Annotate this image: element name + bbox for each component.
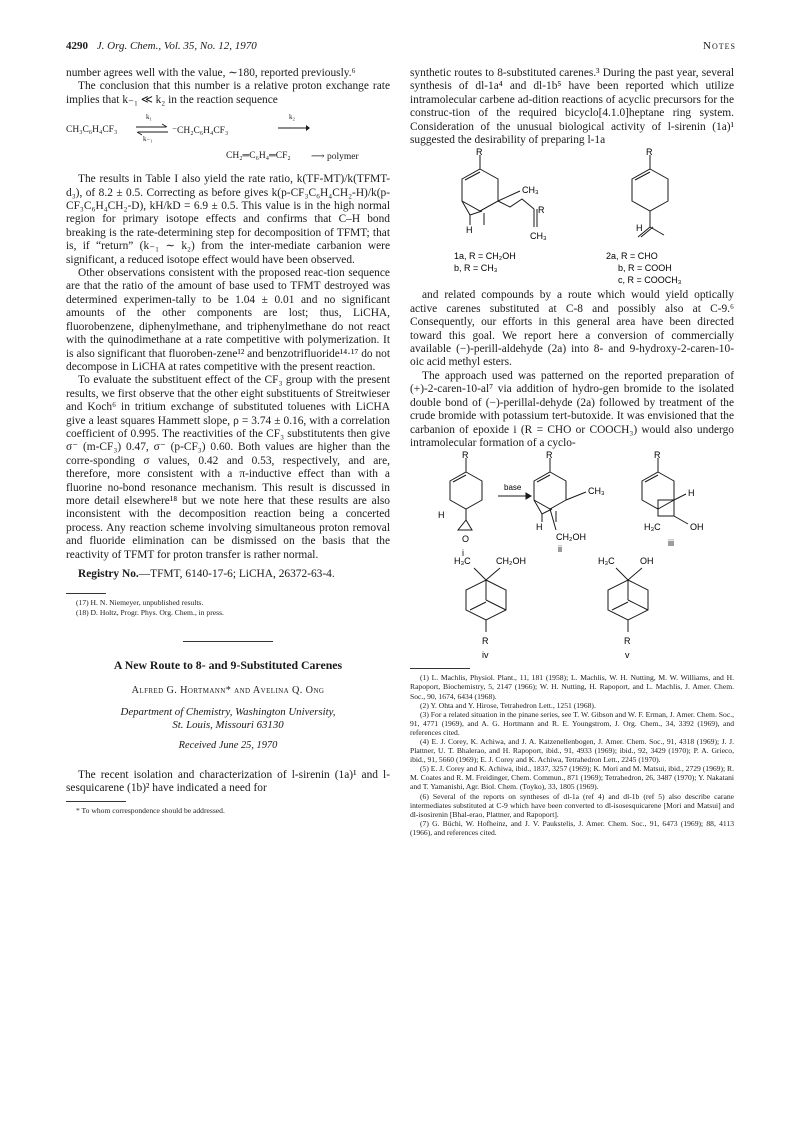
- footnote: (4) E. J. Corey, K. Achiwa, and J. A. Katzenellenbogen, J. Amer. Chem. Soc., 91, 4318 (1969); J. J. Plattner, U. T. Bhalerao, and H. Rapoport, ibid., 91, 4933 (1969); ibid., 92, 3429 (1970); P. A. Grieco, ibid., 91, 5660 (1969); E. J. Corey and K. Achiwa, Tetrahedron Lett., 2245 (1970).: [410, 736, 734, 765]
- footnote: (17) H. N. Niemeyer, unpublished results.: [76, 598, 204, 608]
- substituent-label: R: [538, 205, 545, 216]
- reagent-label: base: [504, 483, 522, 493]
- structures-1-2: [410, 147, 734, 286]
- affiliation-line: St. Louis, Missouri 63130: [172, 718, 284, 731]
- structures-i-v: [410, 450, 734, 662]
- footnote: (7) G. Büchi, W. Hofheinz, and J. V. Paukstelis, J. Amer. Chem. Soc., 91, 6473 (1969); 88, 4113 (1966), and references cited.: [410, 818, 734, 837]
- compound-label: b, R = COOH: [618, 263, 672, 274]
- substituent-label: R: [482, 636, 489, 647]
- paragraph: Other observations consistent with the proposed reac-tion sequence are that the ratio of the amount of base used to TFMT destroyed was determined experimen-tally to be 1.04 ± 0.01 and no significant amounts of the other components are lost; thus, LiCHA, fluorobenzene, diphenylmethane, and triphenylmethane do not react with the quinodimethane at a rate competitive with polymerization. It is also significant that fluoroben-zene¹² and benzotrifluoride¹⁴·¹⁷ do not decompose in LiCHA at rates competitive with the present reaction.: [66, 267, 390, 373]
- paragraph: The results in Table I also yield the rate ratio, k(TF-MT)/k(TFMT-d₃), of 8.2 ± 0.5. Correcting as before gives k(p-CF₃C₆H₄CH₂-H)/k(p-CF₃C₆H₄CH₂-D), kH/kD = 6.9 ± 0.5. This value is in the high normal region for primary isotope effects and confirms that C–H bond breaking is the rate-determining step for decomposition of TFMT; that is, if “return” (k₋₁ ∼ k₂) from the inter-mediate carbanion were significant, a reduced isotope effect would have been observed.: [66, 173, 390, 266]
- received-date: Received June 25, 1970: [178, 739, 278, 751]
- footnote: (1) L. Machlis, Physiol. Plant., 11, 181 (1958); L. Machlis, W. H. Nutting, M. W. Williams, and H. Rapoport, Biochemistry, 5, 2147 (1966); W. H. Nutting, H. Rapoport, and L. Machlis, J. Amer. Chem. Soc., 90, 1674, 6434 (1968).: [410, 673, 734, 701]
- hydrogen-label: H: [536, 522, 543, 533]
- substituent-label: CH₃: [522, 185, 539, 196]
- footnote-rule: [66, 801, 126, 802]
- substituent-label: OH: [640, 556, 654, 567]
- footnote: (18) D. Holtz, Progr. Phys. Org. Chem., in press.: [76, 607, 224, 617]
- reaction-scheme: [66, 113, 390, 169]
- substituent-label: CH₂OH: [496, 556, 526, 567]
- footnotes-left: [66, 598, 390, 616]
- footnote: (2) Y. Ohta and Y. Hirose, Tetrahedron Lett., 1251 (1968).: [420, 700, 596, 710]
- registry-label: Registry No.: [78, 568, 139, 580]
- compound-label: c, R = COOCH₃: [618, 275, 682, 286]
- paragraph: The approach used was patterned on the reported preparation of (+)-2-caren-10-al⁷ via addition of hydro-gen bromide to the isolated double bond of (−)-perillal-dehyde (2a) followed by treatment of the crude bromide with potassium tert-butoxide. It was envisioned that the carbanion of epoxide i (R = CHO or COOCH₃) would also undergo intramolecular formation of a cyclo-: [410, 369, 734, 449]
- compound-label: b, R = CH₃: [454, 263, 498, 274]
- registry-text: —TFMT, 6140-17-6; LiCHA, 26372-63-4.: [138, 568, 335, 580]
- substituent-label: R: [546, 450, 553, 461]
- compound-label: iii: [668, 538, 674, 549]
- compound-label: v: [625, 650, 630, 661]
- paragraph: number agrees well with the value, ∼180, reported previously.⁶: [66, 67, 356, 79]
- substituent-label: H₃C: [598, 556, 615, 567]
- reactant: CH₃C₆H₄CF₃: [66, 125, 118, 136]
- structure-diagram: [410, 147, 734, 286]
- rate-constant: k₋₁: [143, 135, 153, 144]
- compound-label: 1a, R = CH₂OH: [454, 251, 516, 262]
- page-number: 4290: [66, 40, 88, 52]
- substituent-label: CH₂OH: [556, 532, 586, 543]
- compound-label: 2a, R = CHO: [606, 251, 658, 262]
- equilibrium-arrow: [134, 123, 170, 137]
- rate-constant: k₂: [289, 113, 295, 122]
- footnote: (6) Several of the reports on syntheses of dl-1a (ref 4) and dl-1b (ref 5) also describe carane intermediates substituted at C-9 which have been converted to dl-isosesquicarene [Mori and Matsui] and dl-isosirenin [Bhal-erao, Plattner, and Rapoport].: [410, 791, 734, 819]
- reaction-arrow: [276, 123, 310, 133]
- hydrogen-label: H: [636, 223, 643, 234]
- hydrogen-label: H: [466, 225, 473, 236]
- substituent-label: CH₃: [530, 231, 547, 242]
- polymer-label: ⟶ polymer: [311, 152, 359, 163]
- registry-numbers: [66, 568, 390, 581]
- intermediate: ⁻CH₂C₆H₄CF₃: [172, 126, 229, 137]
- compound-label: ii: [558, 544, 562, 555]
- substituent-label: OH: [690, 522, 704, 533]
- left-column: [66, 67, 390, 815]
- article-divider: [183, 641, 273, 642]
- paragraph: The conclusion that this number is a relative proton exchange rate implies that k₋₁ ≪ k₂ in the reaction sequence: [66, 80, 390, 106]
- substituent-label: R: [462, 450, 469, 461]
- substituent-label: CH₃: [588, 486, 605, 497]
- affiliation: [66, 706, 390, 732]
- affiliation-line: Department of Chemistry, Washington University,: [120, 705, 336, 718]
- oxygen-label: O: [462, 534, 470, 545]
- footnote-rule: [66, 593, 106, 594]
- product: CH₂═C₆H₄═CF₂: [226, 151, 291, 162]
- journal-citation: J. Org. Chem., Vol. 35, No. 12, 1970: [96, 40, 257, 52]
- footnote-rule: [410, 668, 470, 669]
- article-title: A New Route to 8- and 9-Substituted Carenes: [113, 657, 343, 672]
- compound-label: i: [462, 548, 464, 559]
- hydrogen-label: H: [688, 488, 695, 499]
- compound-label: iv: [482, 650, 489, 661]
- paragraph: The recent isolation and characterization of l-sirenin (1a)¹ and l-sesquicarene (1b)² have indicated a need for: [66, 768, 390, 794]
- paragraph: and related compounds by a route which would yield optically active carenes substituted at C-8 and possibly also at C-9.⁶ Consequently, our efforts in this general area have been directed toward this goal. We report here a conversion of commercially available (−)-perill-aldehyde (2a) into 8- and 9-hydroxy-2-caren-10-oic acid methyl esters.: [410, 289, 734, 369]
- substituent-label: R: [624, 636, 631, 647]
- page-header: [66, 40, 736, 56]
- scheme-diagram: [410, 450, 734, 662]
- paragraph: synthetic routes to 8-substituted carenes.³ During the past year, several synthesis of dl-1a⁴ and dl-1b⁵ have been reported which utilize intramolecular carbene ad-dition reactions of acyclic precursors for the construc-tion of the required bicyclo[4.1.0]heptane ring system. Consideration of the unusual biological activity of l-sirenin (1a)¹ suggested the desirability of preparing l-1a: [410, 67, 734, 147]
- rate-constant: k₁: [146, 113, 152, 122]
- substituent-label: R: [646, 147, 653, 158]
- substituent-label: R: [476, 147, 483, 158]
- correspondence-note: * To whom correspondence should be addressed.: [76, 806, 225, 816]
- substituent-label: H₃C: [454, 556, 471, 567]
- section-name: Notes: [703, 40, 736, 52]
- right-column: [410, 67, 734, 837]
- substituent-label: H₃C: [644, 522, 661, 533]
- footnote: (5) E. J. Corey and K. Achiwa, ibid., 1837, 3257 (1969); K. Mori and M. Matsui, ibid., 2729 (1969); R. M. Coates and R. M. Freidinger, Chem. Commun., 871 (1969); Tetrahedron, 26, 3487 (1970); Y. Nakatani and T. Yamanishi, Agr. Biol. Chem. (Toyko), 33, 1805 (1969).: [410, 764, 734, 792]
- substituent-label: R: [654, 450, 661, 461]
- footnote: (3) For a related situation in the pinane series, see T. W. Gibson and W. F. Erman, J. Amer. Chem. Soc., 91, 4771 (1969), and A. G. Hortmann and R. E. Youngstrom, J. Org. Chem., 34, 3392 (1969), and references cited.: [410, 709, 734, 737]
- footnotes-right: [410, 673, 734, 837]
- authors: Alfred G. Hortmann* and Avelina Q. Ong: [131, 684, 325, 696]
- hydrogen-label: H: [438, 510, 445, 521]
- paragraph: To evaluate the substituent effect of the CF₃ group with the present results, we first observe that the other eight substituents of Streitwieser and Koch⁶ in tritium exchange of substituted toluenes with LiCHA give a least squares Hammett slope, ρ = 3.74 ± 0.16, with a correlation coefficient of 0.995. The reactivities of the CF₃ substitutents then give σ⁻ (m-CF₃) 0.47, σ⁻ (p-CF₃) 0.60. Both values are higher than the corre-sponding σ values, 0.42 and 0.53, respectively, and are, therefore, more consistent with a π-inductive effect than with a fluorine no-bond resonance mechanism. This result is discussed in more detail elsewhere¹⁸ but we note here that these results are also inconsistent with the decomposition reaction being a concerted process. Any reaction scheme involving simultaneous proton removal and fluoride elimination can be dismissed on the basis that the reactivity of TFMT for proton transfer is rather normal.: [66, 374, 390, 561]
